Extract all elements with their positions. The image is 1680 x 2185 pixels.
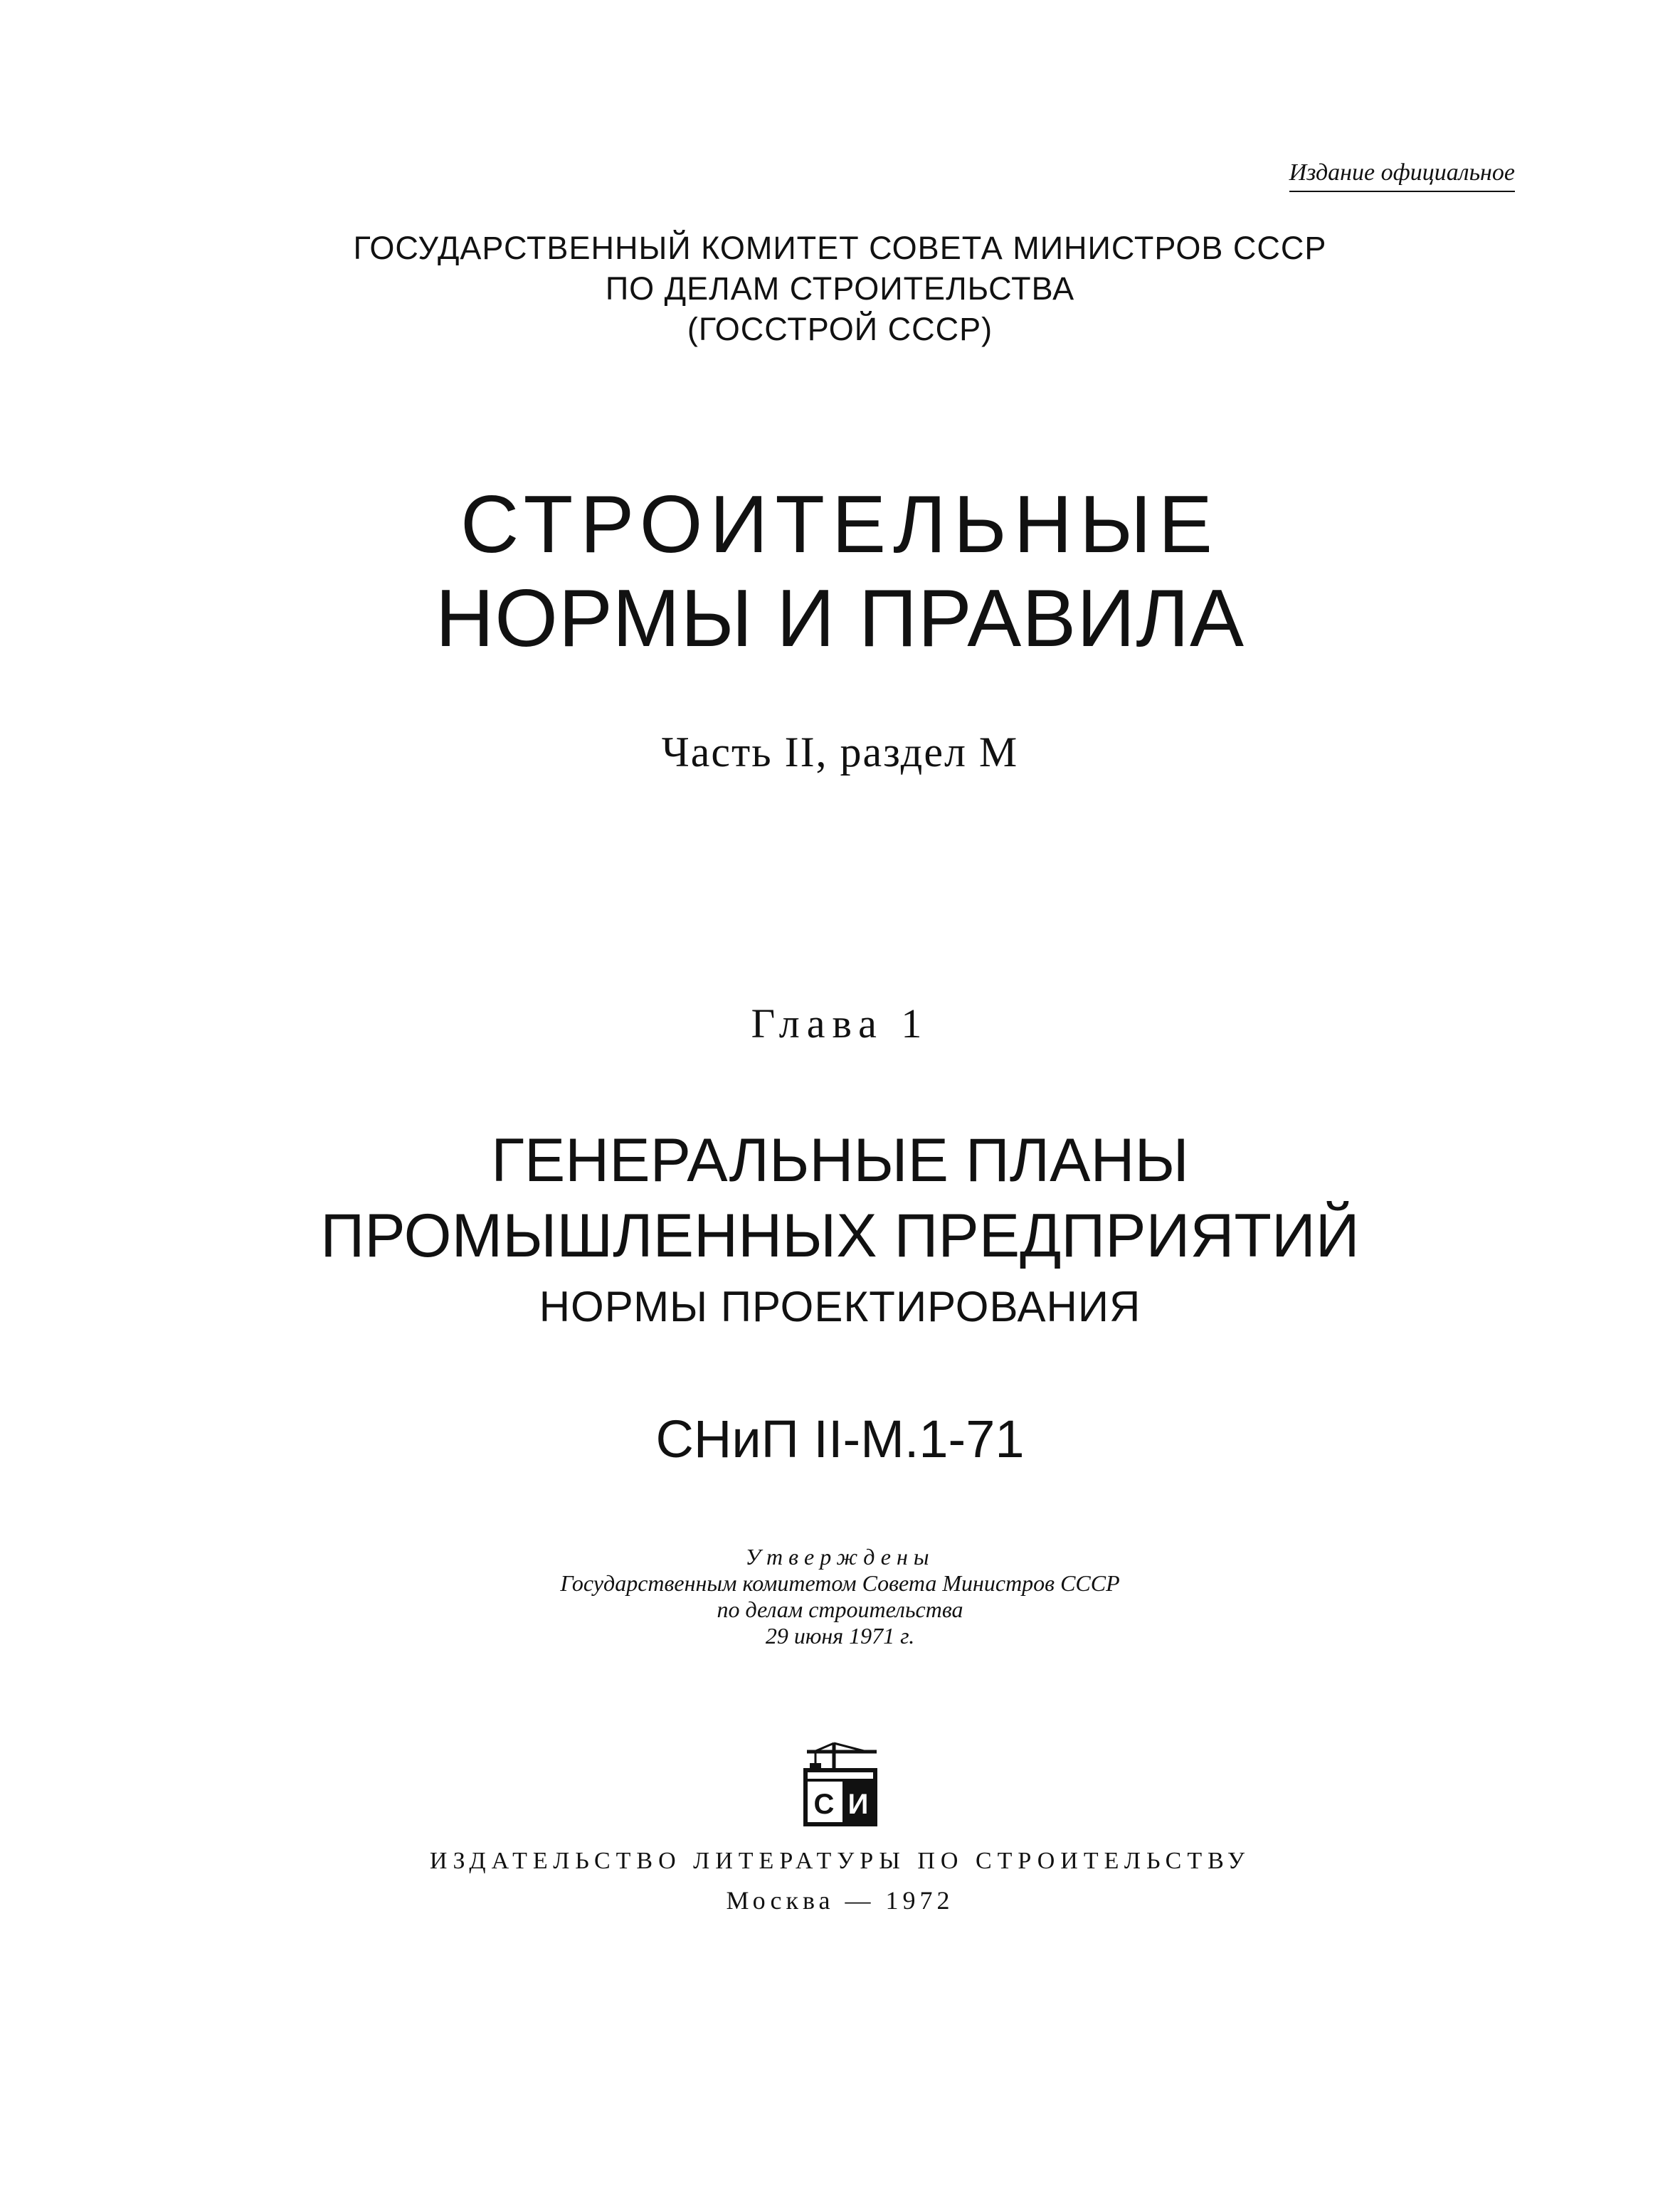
document-title [0, 478, 1680, 666]
logo-letter-s: С [813, 1789, 835, 1820]
document-code: СНиП II-М.1-71 [655, 1409, 1025, 1469]
title-line-2: НОРМЫ И ПРАВИЛА [435, 573, 1245, 664]
committee-line-2: ПО ДЕЛАМ СТРОИТЕЛЬСТВА [605, 270, 1075, 307]
city-year: Москва — 1972 [726, 1886, 954, 1915]
publisher-logo-icon [797, 1740, 882, 1829]
edition-note: Издание официальное [1289, 159, 1515, 192]
publisher-name: ИЗДАТЕЛЬСТВО ЛИТЕРАТУРЫ ПО СТРОИТЕЛЬСТВУ [429, 1848, 1251, 1874]
heading-line-1: ГЕНЕРАЛЬНЫЕ ПЛАНЫ [491, 1126, 1189, 1195]
title-line-1: СТРОИТЕЛЬНЫЕ [460, 480, 1220, 570]
heading-line-2: ПРОМЫШЛЕННЫХ ПРЕДПРИЯТИЙ [320, 1202, 1360, 1270]
approval-line-4: 29 июня 1971 г. [765, 1623, 915, 1649]
logo-letter-i: И [847, 1789, 869, 1820]
committee-line-1: ГОСУДАРСТВЕННЫЙ КОМИТЕТ СОВЕТА МИНИСТРОВ СССР [353, 230, 1327, 266]
approval-line-3: по делам строительства [717, 1597, 963, 1622]
chapter-heading [0, 1123, 1680, 1274]
committee-name [0, 228, 1680, 349]
approval-line-1: Утверждены [745, 1544, 935, 1570]
committee-line-3: (ГОССТРОЙ СССР) [687, 311, 993, 347]
approval-note [0, 1544, 1680, 1649]
publisher-logo-svg [797, 1740, 882, 1829]
chapter-subheading: НОРМЫ ПРОЕКТИРОВАНИЯ [539, 1283, 1141, 1330]
approval-line-2: Государственным комитетом Совета Министров СССР [560, 1570, 1120, 1596]
part-section: Часть II, раздел М [661, 729, 1019, 776]
chapter-number: Глава 1 [751, 1000, 929, 1047]
